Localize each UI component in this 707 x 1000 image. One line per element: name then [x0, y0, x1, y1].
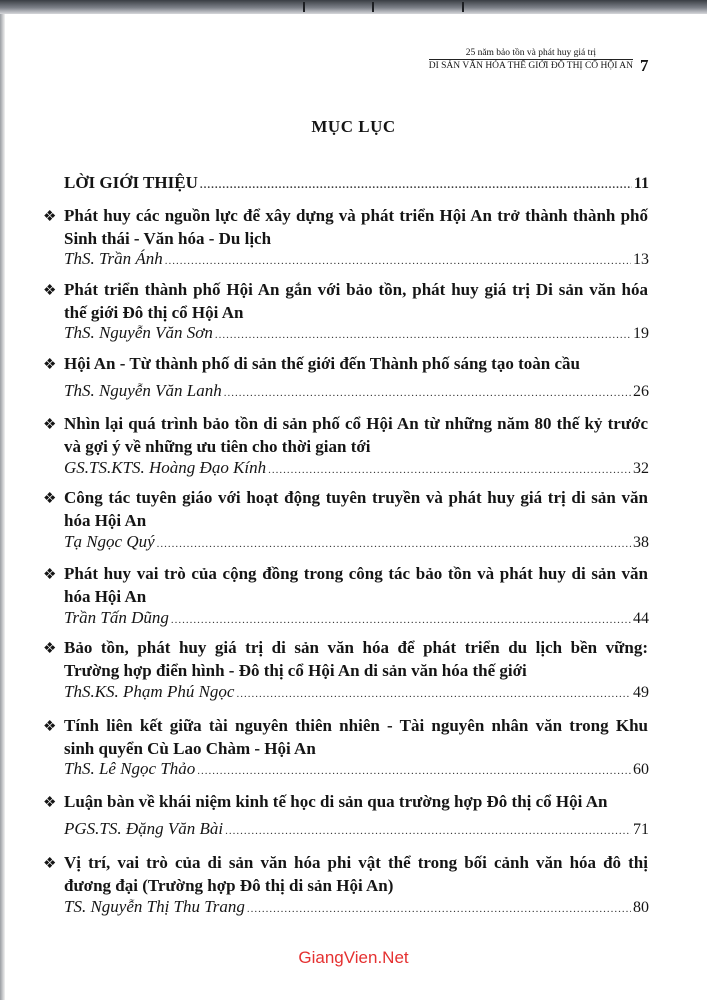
toc-author-line[interactable]	[64, 532, 649, 558]
toc-entry-title[interactable]	[64, 412, 648, 458]
toc-entry-title-line: và gợi ý về những ưu tiên cho thời gian tới	[64, 437, 371, 456]
toc-page-number: 26	[633, 383, 649, 400]
toc-entry-title-line: hóa Hội An	[64, 587, 147, 606]
toc-entry-title-line: Tính liên kết giữa tài nguyên thiên nhiên - Tài nguyên nhân văn trong Khu	[64, 716, 648, 735]
toc-author: ThS. Nguyễn Văn Lanh	[64, 381, 222, 400]
toc-author: TS. Nguyễn Thị Thu Trang	[64, 897, 245, 916]
toc-author: ThS.KS. Phạm Phú Ngọc	[64, 682, 235, 701]
leader-dots	[225, 825, 631, 837]
toc-entry-title-line: Vị trí, vai trò của di sản văn hóa phi vật thể trong bối cảnh văn hóa đô thị	[64, 853, 648, 872]
toc-page-number: 13	[633, 251, 649, 268]
toc-author: ThS. Trần Ánh	[64, 249, 163, 268]
toc-entry-title-line: sinh quyển Cù Lao Chàm - Hội An	[64, 739, 316, 758]
leader-dots	[268, 464, 631, 476]
toc-entry-title-line: Bảo tồn, phát huy giá trị di sản văn hóa để phát triển du lịch bền vững:	[64, 638, 648, 657]
toc-bullet-icon: ❖	[43, 567, 57, 583]
toc-author-line[interactable]	[64, 682, 649, 708]
toc-author-line[interactable]	[64, 897, 649, 923]
toc-intro-page: 11	[633, 175, 649, 192]
toc-entry-title-line: hóa Hội An	[64, 511, 147, 530]
watermark: GiangVien.Net	[298, 948, 409, 967]
toc-author-line[interactable]	[64, 608, 649, 634]
toc-bullet-icon: ❖	[43, 795, 57, 811]
toc-author-line[interactable]	[64, 381, 649, 407]
toc-author-line[interactable]	[64, 819, 649, 845]
toc-page-number: 44	[633, 610, 649, 627]
running-title-line1: 25 năm bảo tồn và phát huy giá trị	[465, 48, 597, 58]
toc-page-number: 71	[633, 821, 649, 838]
toc-entry-title-line: Nhìn lại quá trình bảo tồn di sản phố cổ Hội An từ những năm 80 thế kỷ trước	[64, 414, 648, 433]
toc-author: Trần Tấn Dũng	[64, 608, 169, 627]
toc-entry-title[interactable]	[64, 352, 648, 375]
running-title-line2: DI SẢN VĂN HÓA THẾ GIỚI ĐÔ THỊ CỔ HỘI AN	[428, 61, 633, 71]
toc-entry-title-line: đương đại (Trường hợp Đô thị di sản Hội An)	[64, 876, 394, 895]
toc-author: Tạ Ngọc Quý	[64, 532, 155, 551]
leader-dots	[247, 903, 631, 915]
toc-title: MỤC LỤC	[311, 117, 396, 136]
toc-page-number: 60	[633, 761, 649, 778]
toc-entry-title-line: Phát triển thành phố Hội An gắn với bảo tồn, phát huy giá trị Di sản văn hóa	[64, 280, 648, 299]
leader-dots	[197, 765, 631, 777]
leader-dots	[236, 688, 631, 700]
toc-entry-title[interactable]	[64, 486, 648, 532]
toc-bullet-icon: ❖	[43, 641, 57, 657]
toc-author: GS.TS.KTS. Hoàng Đạo Kính	[64, 458, 267, 477]
leader-dots	[215, 329, 631, 341]
leader-dots	[200, 179, 632, 191]
toc-entry-title[interactable]	[64, 562, 648, 608]
toc-intro-label: LỜI GIỚI THIỆU	[64, 173, 198, 192]
toc-entry-title-line: Trường hợp điển hình - Đô thị cổ Hội An di sản văn hóa thế giới	[64, 661, 527, 680]
toc-author: ThS. Nguyễn Văn Sơn	[64, 323, 213, 342]
toc-bullet-icon: ❖	[43, 417, 57, 433]
toc-page-number: 19	[633, 325, 649, 342]
toc-entry-title[interactable]	[64, 851, 648, 897]
toc-entry-title-line: Công tác tuyên giáo với hoạt động tuyên truyền và phát huy giá trị di sản văn	[64, 488, 648, 507]
toc-entry-title-line: thế giới Đô thị cổ Hội An	[64, 303, 244, 322]
toc-entry-title-line: Phát huy vai trò của cộng đồng trong công tác bảo tồn và phát huy di sản văn	[64, 564, 648, 583]
toc-entry-title[interactable]	[64, 714, 648, 760]
leader-dots	[165, 255, 631, 267]
toc-entry-title[interactable]	[64, 278, 648, 324]
toc-bullet-icon: ❖	[43, 491, 57, 507]
toc-page-number: 49	[633, 684, 649, 701]
toc-intro-line[interactable]	[64, 173, 649, 199]
toc-entry-title-line: Luận bàn về khái niệm kinh tế học di sản qua trường hợp Đô thị cổ Hội An	[64, 792, 608, 811]
toc-author-line[interactable]	[64, 458, 649, 484]
toc-entry-title[interactable]	[64, 790, 648, 813]
toc-bullet-icon: ❖	[43, 209, 57, 225]
toc-entry-title[interactable]	[64, 204, 648, 250]
page-number: 7	[640, 56, 649, 75]
toc-page-number: 38	[633, 534, 649, 551]
toc-author-line[interactable]	[64, 249, 649, 275]
toc-bullet-icon: ❖	[43, 719, 57, 735]
leader-dots	[157, 538, 631, 550]
toc-entry-title-line: Hội An - Từ thành phố di sản thế giới đến Thành phố sáng tạo toàn cầu	[64, 354, 580, 373]
toc-author: PGS.TS. Đặng Văn Bài	[64, 819, 224, 838]
toc-page-number: 32	[633, 460, 649, 477]
leader-dots	[171, 614, 631, 626]
toc-author-line[interactable]	[64, 323, 649, 349]
toc-bullet-icon: ❖	[43, 283, 57, 299]
toc-author: ThS. Lê Ngọc Thảo	[64, 759, 196, 778]
toc-entry-title[interactable]	[64, 636, 648, 682]
toc-page-number: 80	[633, 899, 649, 916]
toc-bullet-icon: ❖	[43, 856, 57, 872]
leader-dots	[224, 387, 631, 399]
toc-author-line[interactable]	[64, 759, 649, 785]
toc-entry-title-line: Phát huy các nguồn lực để xây dựng và phát triển Hội An trở thành thành phố	[64, 206, 648, 225]
toc-entry-title-line: Sinh thái - Văn hóa - Du lịch	[64, 229, 272, 248]
toc-bullet-icon: ❖	[43, 357, 57, 373]
